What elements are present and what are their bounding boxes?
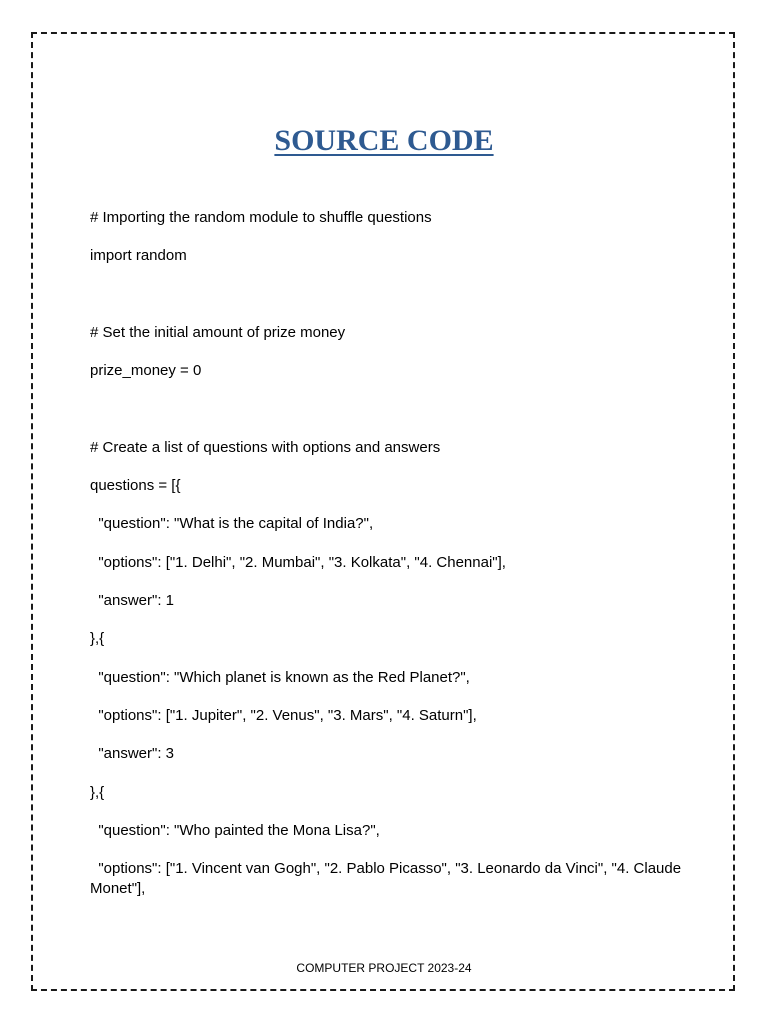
page-border: [31, 32, 735, 991]
code-answer-1: "answer": 1: [90, 592, 175, 609]
code-options-3: "options": ["1. Vincent van Gogh", "2. Pablo Picasso", "3. Leonardo da Vinci", "4. Claude Monet"],: [90, 860, 686, 897]
code-options-1: "options": ["1. Delhi", "2. Mumbai", "3. Kolkata", "4. Chennai"],: [90, 554, 506, 571]
code-comment-prize: # Set the initial amount of prize money: [90, 324, 346, 341]
code-question-3: "question": "Who painted the Mona Lisa?",: [90, 822, 380, 839]
code-options-2: "options": ["1. Jupiter", "2. Venus", "3. Mars", "4. Saturn"],: [90, 707, 477, 724]
code-separator-2: },{: [90, 784, 105, 801]
code-comment-questions: # Create a list of questions with options and answers: [90, 439, 441, 456]
code-question-1: "question": "What is the capital of India?",: [90, 515, 374, 532]
code-answer-2: "answer": 3: [90, 745, 175, 762]
code-comment-import: # Importing the random module to shuffle questions: [90, 209, 432, 226]
code-import-random: import random: [90, 247, 187, 264]
code-questions-open: questions = [{: [90, 477, 181, 494]
page-footer: COMPUTER PROJECT 2023-24: [296, 961, 472, 975]
code-question-2: "question": "Which planet is known as the Red Planet?",: [90, 669, 470, 686]
code-separator-1: },{: [90, 630, 105, 647]
page-title: SOURCE CODE: [274, 124, 494, 157]
code-prize-money: prize_money = 0: [90, 362, 202, 379]
